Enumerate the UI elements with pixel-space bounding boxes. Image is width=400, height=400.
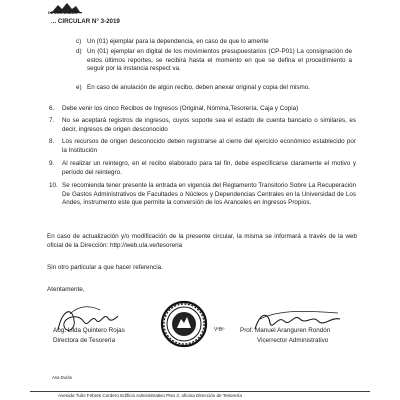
list-item-text: Al realizar un reintegro, en el recibo elaborado para tal fin, debe especificarse claramente el motivo y período del reintegro. xyxy=(62,160,356,176)
logo-text: DE LOS ANDES xyxy=(48,11,78,15)
list-item-number: 7. xyxy=(49,117,55,124)
footer-address: Avenida Tulio Febres Cordero Edificio Administrativo Piso 2, oficina Dirección de Tesorería xyxy=(58,393,242,398)
list-item-6 xyxy=(49,105,356,114)
circular-number: ... CIRCULAR N° 3-2019 xyxy=(51,18,120,25)
official-seal xyxy=(160,295,208,353)
sub-item-marker: d) xyxy=(76,48,82,55)
list-item-number: 9. xyxy=(49,160,55,167)
sub-item-marker: c) xyxy=(76,38,82,45)
list-item-8 xyxy=(49,138,356,155)
list-item-10 xyxy=(49,182,356,208)
list-item-7 xyxy=(49,117,356,134)
left-signer-title: Directora de Tesorería xyxy=(53,337,116,344)
list-item-number: 6. xyxy=(49,105,55,112)
list-item-text: Debe venir los cinco Recibos de Ingresos (Original, Nómina,Tesorería, Caja y Copia) xyxy=(62,105,299,112)
list-item-text: Los recursos de origen desconocido deben registrarse al cierre del ejercicio económico establecido por la Institución xyxy=(62,138,356,154)
list-item-text: Se recomienda tener presente la entrada en vigencia del Reglamento Transitorio Sobre La Recuperación De Gastos Administrativos de Facultades o Núcleos y Dependencias Centrales en la Universidad de Los Andes, instrumento este que permite la conversión de los Aranceles en Ingresos Propios. xyxy=(62,182,356,207)
right-signer-title: Vicerrector Administrativo xyxy=(257,337,329,344)
vobo-mark: VºBº xyxy=(214,327,225,333)
sub-item-e xyxy=(76,84,352,93)
salutation: Atentamente, xyxy=(47,286,85,293)
right-signer-name: Prof. Manuel Aranguren Rondón xyxy=(240,327,331,334)
footer-divider xyxy=(30,391,370,392)
initials: Ana Durán xyxy=(52,375,73,380)
list-item-number: 8. xyxy=(49,138,55,145)
sub-item-text: Un (01) ejemplar para la dependencia, en caso de que lo amerite xyxy=(87,38,269,45)
list-item-number: 10. xyxy=(49,182,58,189)
sub-item-marker: e) xyxy=(76,84,82,91)
list-item-9 xyxy=(49,160,356,177)
left-signer-name: Abg. Lilda Quintero Rojas xyxy=(53,327,125,334)
sub-item-text: Un (01) ejemplar en digital de los movimientos presupuestarios (CP-P01) La consignación de estos últimos reportes, se recibirá hasta el momento en que se defina el procedimiento a seguir por la instancia respect va. xyxy=(87,48,352,73)
no-other-line: Sin otro particular a que hacer referencia. xyxy=(47,264,163,271)
list-item-text: No se aceptará registros de ingresos, cuyos soporte sea el estado de cuenta bancario o similares, es decir, ingresos de origen desconocido xyxy=(62,117,356,133)
sub-item-c xyxy=(76,38,352,47)
closing-paragraph: En caso de actualización y/o modificación de la presente circular, la misma se informará a través de la web oficial de la Dirección: http://web.ula.ve/tesoreria xyxy=(47,233,357,249)
sub-item-text: En caso de anulación de algún recibo, deben anexar original y copia del mismo. xyxy=(87,84,310,91)
sub-item-d xyxy=(76,48,352,74)
